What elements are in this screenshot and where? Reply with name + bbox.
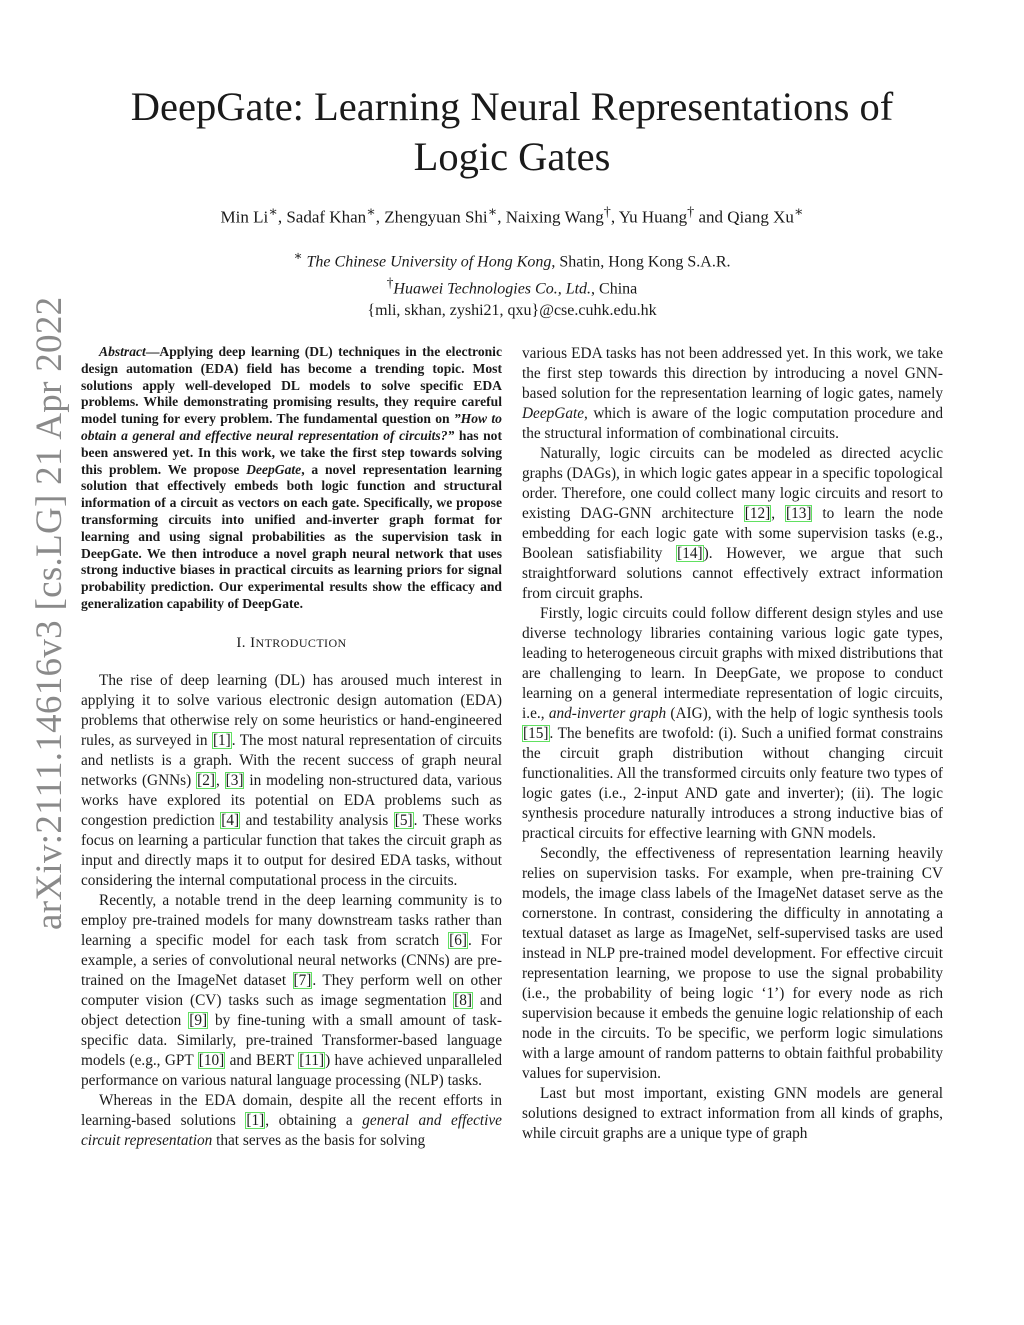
author-mark: † — [687, 204, 695, 220]
citation-link[interactable]: [11] — [299, 1051, 325, 1069]
citation-link[interactable]: [4] — [221, 811, 240, 829]
paragraph: Whereas in the EDA domain, despite all the recent efforts in learning-based solutions [1], obtaining a general and effective circuit representation that serves as the basis for solving — [81, 1091, 502, 1149]
citation-link[interactable]: [10] — [198, 1051, 225, 1069]
affiliation-line — [80, 272, 944, 299]
abstract: Abstract—Applying deep learning (DL) techniques in the electronic design automation (EDA) field has become a trending topic. Most solutions apply well-developed DL models to solve specific EDA problems. While demonstrating promising results, they require careful model tuning for every problem. The fundamental question on ”How to obtain a general and effective neural representation of circuits?” has not been answered yet. In this work, we take the first step towards solving this problem. We propose DeepGate, a novel representation learning solution that effectively embeds both logic function and structural information of a circuit as vectors on each gate. Specifically, we propose transforming circuits into unified and-inverter graph format for learning and using signal probabilities as the supervision task in DeepGate. We then introduce a novel graph neural network that uses strong inductive biases in practical circuits as learning priors for signal probability prediction. Our experimental results show the efficacy and generalization capability of DeepGate. — [81, 344, 503, 611]
citation-link[interactable]: [8] — [454, 991, 472, 1009]
citation-link[interactable]: [1] — [212, 731, 231, 749]
affiliation-institution: Huawei Technologies Co., Ltd. — [393, 280, 592, 298]
affiliation-line — [80, 245, 944, 272]
paragraph: Secondly, the effectiveness of representation learning heavily relies on supervision tasks. For example, when pre-training CV models, the image class labels of the ImageNet dataset serve as the cornerstone. In contrast, considering the difficulty in annotating a textual dataset as large as ImageNet, self-supervised tasks are used instead in NLP pre-trained model development. For effective circuit representation learning, we propose to use the signal probability (i.e., the probability of being logic ‘1’) for every node as rich supervision because it embeds the genuine logic relationship of each node in the circuits. To be specific, we perform logic simulations with a large amount of random patterns to obtain faithful probability values for supervision. — [522, 845, 943, 1082]
paragraph: Naturally, logic circuits can be modeled as directed acyclic graphs (DAGs), in which logic gates appear in a specific topological order. Therefore, one could collect many logic circuits and resort to existing DAG-GNN architecture [12], [13] to learn the node embedding for each logic gate with some supervision tasks (e.g., Boolean satisfiability [14]). However, we argue that such straightforward solutions cannot effectively extract information from circuit graphs. — [522, 445, 943, 602]
citation-link[interactable]: [15] — [523, 725, 549, 742]
citation-link[interactable]: [2] — [197, 771, 215, 789]
author-mark: ∗ — [366, 204, 376, 220]
paragraph: Firstly, logic circuits could follow different design styles and use diverse technology libraries containing various logic gate types, leading to heterogeneous circuit graphs with mixed distributions that are challenging to learn. In DeepGate, we propose to conduct learning on a general intermediate representation of logic circuits, i.e., and-inverter graph (AIG), with the help of logic synthesis tools [15]. The benefits are twofold: (i). Such a unified format constrains the circuit graph distribution without changing circuit functionalities. All the transformed circuits only feature two types of logic gates (i.e., 2-input AND gate and inverter); (ii). The logic synthesis procedure naturally introduces a strong inductive bias of practical circuits for effective learning with GNN models. — [522, 605, 943, 842]
citation-link[interactable]: [12] — [744, 505, 771, 522]
author-list: Min Li∗, Sadaf Khan∗, Zhengyuan Shi∗, Naixing Wang†, Yu Huang† and Qiang Xu∗ — [220, 204, 804, 227]
author-name: Min Li — [220, 207, 269, 227]
paragraph: various EDA tasks has not been addressed yet. In this work, we take the first step towards this direction by introducing a novel GNN-based solution for the representation learning of logic gates, namely DeepGate, which is aware of the logic computation procedure and the structural information of combinational circuits. — [522, 345, 943, 442]
abstract-question: ”How to obtain a general and effective neural representation of circuits?” — [81, 411, 502, 443]
affiliation-mark: † — [386, 275, 394, 291]
abstract-label: Abstract — [99, 344, 146, 359]
affiliation-mark: ∗ — [293, 248, 303, 263]
author-name: Qiang Xu — [727, 207, 794, 227]
author-emails: {mli, skhan, zyshi21, qxu}@cse.cuhk.edu.hk — [367, 301, 657, 319]
affiliation-location: , Shatin, Hong Kong S.A.R. — [551, 253, 731, 271]
author-mark: ∗ — [487, 204, 498, 220]
left-column — [81, 344, 502, 1151]
arxiv-identifier: arXiv:2111.14616v3 [cs.LG] 21 Apr 2022 — [29, 296, 70, 930]
author-name: Naixing Wang — [505, 207, 604, 227]
affiliation-location: , China — [591, 280, 638, 298]
citation-link[interactable]: [1] — [246, 1111, 265, 1129]
citation-link[interactable]: [9] — [189, 1011, 208, 1029]
author-name: Yu Huang — [618, 207, 688, 227]
author-name: Zhengyuan Shi — [384, 207, 488, 227]
paper-title: DeepGate: Learning Neural Representations of Logic Gates — [130, 84, 894, 179]
author-mark: ∗ — [793, 204, 804, 220]
author-mark: ∗ — [268, 204, 278, 220]
citation-link[interactable]: [5] — [394, 811, 413, 829]
paragraph: The rise of deep learning (DL) has aroused much interest in applying it to solve various electronic design automation (EDA) problems that otherwise rely on some heuristics or hand-engineered rules, as surveyed in [1]. The most natural representation of circuits and netlists is a graph. With the recent success of graph neural networks (GNNs) [2], [3] in modeling non-structured data, various works have explored its potential on EDA problems such as congestion prediction [4] and testability analysis [5]. These works focus on learning a particular function that takes the circuit graph as input and directly maps it to output for desired EDA tasks, without considering the internal computational process in the circuits. — [81, 671, 503, 889]
citation-link[interactable]: [6] — [449, 931, 467, 949]
paragraph: Recently, a notable trend in the deep learning community is to employ pre-trained models for many downstream tasks rather than learning a specific model for each task from scratch [6]. For example, a series of convolutional neural networks (CNNs) are pre-trained on the ImageNet dataset [7]. They perform well on other computer vision (CV) tasks such as image segmentation [8] and object detection [9] by fine-tuning with a small amount of task-specific data. Similarly, pre-trained Transformer-based language models (e.g., GPT [10] and BERT [11]) have achieved unparalleled performance on various natural language processing (NLP) tasks. — [81, 891, 502, 1089]
author-name: Sadaf Khan — [286, 207, 367, 227]
right-column — [522, 344, 943, 1144]
citation-link[interactable]: [7] — [293, 971, 312, 989]
method-name: DeepGate — [246, 461, 302, 477]
paragraph: Last but most important, existing GNN models are general solutions designed to extract information from all kinds of graphs, while circuit graphs are a unique type of graph — [522, 1085, 943, 1142]
section-heading: I. INTRODUCTION — [236, 634, 347, 651]
citation-link[interactable]: [13] — [785, 505, 812, 522]
author-mark: † — [603, 204, 611, 220]
affiliations — [80, 245, 944, 321]
citation-link[interactable]: [3] — [225, 771, 244, 789]
citation-link[interactable]: [14] — [677, 545, 703, 562]
affiliation-institution: The Chinese University of Hong Kong — [306, 253, 552, 271]
